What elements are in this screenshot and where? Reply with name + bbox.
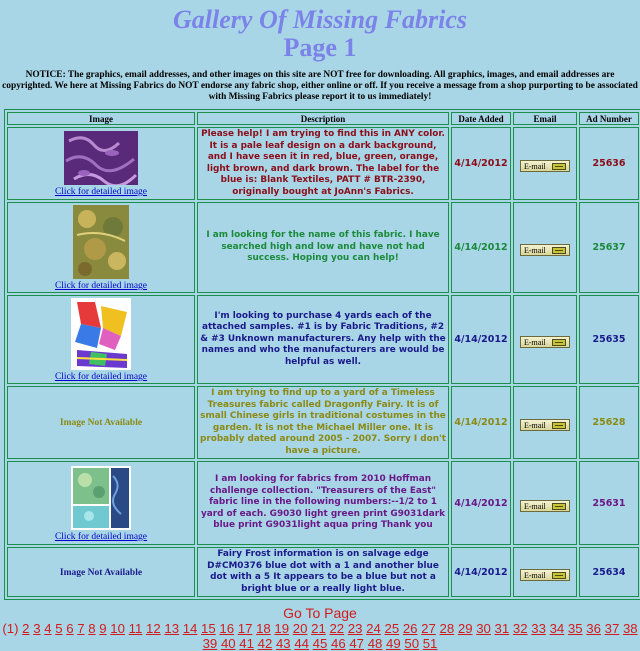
date-added-cell: 4/14/2012 [451,127,511,200]
page-link[interactable]: 8 [88,621,96,636]
page-link[interactable]: 5 [55,621,63,636]
image-cell [7,202,195,293]
email-button[interactable] [520,500,570,512]
page-link[interactable]: 14 [182,621,198,636]
page-link[interactable]: 4 [44,621,52,636]
page-link[interactable]: 23 [347,621,363,636]
fabric-thumbnail[interactable] [10,466,192,532]
page-link[interactable]: 30 [476,621,491,636]
page-link[interactable]: 33 [531,621,546,636]
go-to-page-label: Go To Page [283,605,357,621]
date-added-cell: 4/14/2012 [451,547,511,597]
date-added-cell: 4/14/2012 [451,295,511,384]
email-cell [513,295,577,384]
page-link[interactable]: 46 [331,636,346,651]
fabric-thumbnail[interactable] [10,131,192,187]
email-button-label: E-mail [524,501,546,511]
page-link[interactable]: 34 [549,621,565,636]
email-button[interactable] [520,569,570,581]
page-link[interactable]: 25 [384,621,400,636]
email-button-label: E-mail [524,421,546,430]
page-link[interactable]: 20 [292,621,308,636]
image-cell [7,461,195,545]
page-link[interactable]: 21 [311,621,326,636]
description-cell: I am looking for fabrics from 2010 Hoffman challenge collection. "Treasurers of the East" fabric line in the following numbers:--1/2 to 1 yard of each. G9030 light green print G9031dark blue print G9031light aqua pring Thank you [197,461,449,545]
page-link[interactable]: 47 [349,636,365,651]
page-link[interactable]: 18 [256,621,271,636]
ad-number-cell: 25631 [579,461,639,545]
image-cell [7,386,195,459]
image-cell [7,295,195,384]
page-link[interactable]: 10 [110,621,125,636]
envelope-icon [552,339,566,346]
page-link[interactable]: 38 [622,621,638,636]
ad-number-cell: 25637 [579,202,639,293]
page-link[interactable]: 19 [274,621,290,636]
column-header-image: Image [7,112,195,125]
description-cell: I am looking for the name of this fabric. I have searched high and low and have not had success. Hoping you can help! [197,202,449,293]
email-button-label: E-mail [524,570,546,580]
page-link[interactable]: 17 [237,621,253,636]
page-link[interactable]: 11 [128,621,143,636]
page-link[interactable]: 43 [275,636,291,651]
image-not-available: Image Not Available [59,567,143,578]
email-cell [513,202,577,293]
table-row [7,202,639,293]
column-header-description: Description [197,112,449,125]
page-link[interactable]: 51 [422,636,438,651]
email-button[interactable] [520,244,570,256]
copyright-notice: NOTICE: The graphics, email addresses, and other images on this site are NOT free for downloading. All graphics, images, and email addresses are copyrighted. We here at Missing Fabrics do NOT endorse any fabric shop, either online or off. If you receive a message from a shop purporting to be associated with Missing Fabrics please report it to us immediately! [2,70,638,102]
image-cell [7,127,195,200]
email-cell [513,461,577,545]
pagination [0,605,640,651]
email-cell [513,547,577,597]
page-link[interactable]: 22 [329,621,345,636]
table-row [7,127,639,200]
page-link[interactable]: 39 [202,636,218,651]
page-link[interactable]: 40 [220,636,236,651]
page-link[interactable]: 42 [257,636,273,651]
envelope-icon [552,247,566,254]
page-link[interactable]: 3 [33,621,41,636]
envelope-icon [552,163,566,170]
email-cell [513,127,577,200]
fabric-thumbnail[interactable] [10,298,192,372]
date-added-cell: 4/14/2012 [451,202,511,293]
current-page: (1) [2,621,19,636]
page-link[interactable]: 44 [294,636,309,651]
email-cell [513,386,577,459]
table-header-row [7,112,639,125]
detailed-image-link[interactable]: Click for detailed image [54,281,148,291]
page-link[interactable]: 13 [164,621,180,636]
detailed-image-link[interactable]: Click for detailed image [54,372,148,382]
envelope-icon [552,422,566,429]
fabric-thumbnail[interactable] [10,205,192,281]
email-button-label: E-mail [524,246,546,255]
page-link[interactable]: 26 [402,621,418,636]
page-link[interactable]: 50 [404,636,420,651]
table-row [7,547,639,597]
envelope-icon [552,572,566,579]
image-not-available: Image Not Available [59,418,143,428]
ad-number-cell: 25635 [579,295,639,384]
page-link[interactable]: 41 [239,636,254,651]
page-link[interactable]: 9 [99,621,107,636]
page-link[interactable]: 15 [201,621,216,636]
page-link[interactable]: 36 [586,621,601,636]
page-title: Gallery Of Missing Fabrics [173,5,467,34]
table-row [7,386,639,459]
page-link[interactable]: 45 [312,636,328,651]
ad-number-cell: 25634 [579,547,639,597]
fabric-gallery-table [4,109,640,600]
email-button-label: E-mail [524,338,546,347]
ad-number-cell: 25636 [579,127,639,200]
page-link[interactable]: 48 [367,636,383,651]
column-header-date: Date Added [451,112,511,125]
page-link[interactable]: 2 [22,621,30,636]
page-link[interactable]: 28 [439,621,455,636]
column-header-email: Email [513,112,577,125]
page-link[interactable]: 24 [366,621,381,636]
email-button[interactable] [520,419,570,431]
page-link[interactable]: 31 [494,621,510,636]
page-link[interactable]: 35 [567,621,583,636]
table-row [7,461,639,545]
detailed-image-link[interactable]: Click for detailed image [54,531,148,542]
page-link[interactable]: 29 [457,621,473,636]
description-cell: I am trying to find up to a yard of a Timeless Treasures fabric called Dragonfly Fairy. It is of small Chinese girls in traditional costumes in the garden. It is not the Michael Miller one. It is probably dated around 2005 - 2007. Sorry I don't have a picture. [197,386,449,459]
ad-number-cell: 25628 [579,386,639,459]
column-header-ad-number: Ad Number [579,112,639,125]
email-button[interactable] [520,336,570,348]
page-link[interactable]: 32 [512,621,528,636]
page-link[interactable]: 7 [77,621,85,636]
page-subtitle: Page 1 [283,33,357,62]
email-button-label: E-mail [524,162,546,171]
email-button[interactable] [520,160,570,172]
description-cell: Fairy Frost information is on salvage edge D#CM0376 blue dot with a 1 and another blue dot with a 5 It appears to be a blue but not a bright blue or a really light blue. [197,547,449,597]
date-added-cell: 4/14/2012 [451,461,511,545]
description-cell: Please help! I am trying to find this in ANY color. It is a pale leaf design on a dark background, and I have seen it in red, blue, green, orange, light brown, and dark brown. The label for the blue is: Blank Textiles, PATT # BTR-2390, originally bought at JoAnn's Fabrics. [197,127,449,200]
page-link[interactable]: 16 [219,621,235,636]
page-link[interactable]: 37 [604,621,620,636]
page-link[interactable]: 27 [421,621,436,636]
page-link[interactable]: 12 [146,621,161,636]
page-link[interactable]: 6 [66,621,74,636]
page-link[interactable]: 49 [386,636,401,651]
table-row [7,295,639,384]
description-cell: I'm looking to purchase 4 yards each of the attached samples. #1 is by Fabric Traditions, #2 & #3 Unknown manufacturers. Any help with the names and who the manufacturers are would be helpful as well. [197,295,449,384]
page-links [0,621,640,651]
date-added-cell: 4/14/2012 [451,386,511,459]
image-cell [7,547,195,597]
envelope-icon [552,503,566,510]
detailed-image-link[interactable]: Click for detailed image [54,187,148,197]
